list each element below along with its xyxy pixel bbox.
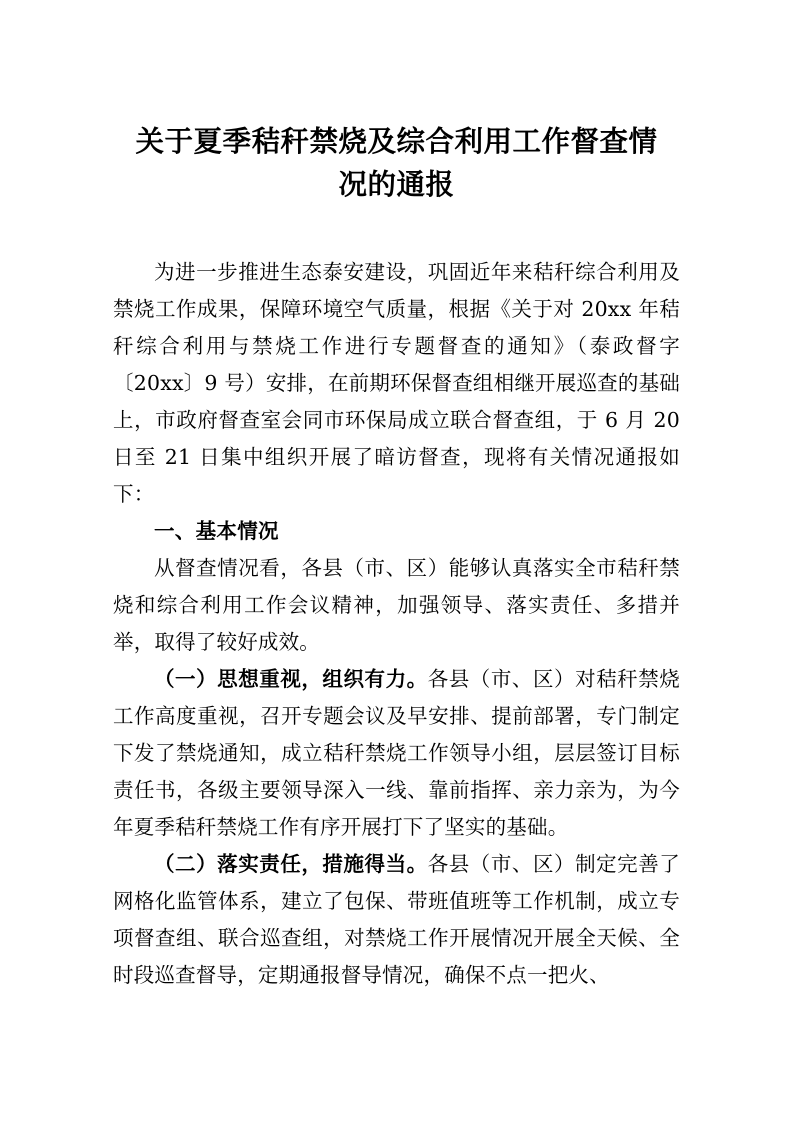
page-footer — [113, 1048, 680, 1076]
paragraph-lead-in: （一）思想重视，组织有力。 — [154, 667, 428, 691]
paragraph-body: 各县（市、区）对秸秆禁烧工作高度重视，召开专题会议及早安排、提前部署，专门制定下发了禁烧通知，成立秸秆禁烧工作领导小组，层层签订目标责任书，各级主要领导深入一线、靠前指挥、亲力亲为，为今年夏季秸秆禁烧工作有序开展打下了坚实的基础。 — [113, 667, 680, 839]
paragraph-item-2 — [113, 846, 680, 994]
paragraph-body: 各县（市、区）制定完善了网格化监管体系，建立了包保、带班值班等工作机制，成立专项督查组、联合巡查组，对禁烧工作开展情况开展全天候、全时段巡查督导，定期通报督导情况，确保不点一把火、 — [113, 852, 680, 987]
section-heading-1: 一、基本情况 — [154, 519, 279, 543]
page-title: 关于夏季秸秆禁烧及综合利用工作督查情况的通报 — [135, 125, 658, 201]
document-body — [113, 120, 680, 994]
paragraph-overview: 从督查情况看，各县（市、区）能够认真落实全市秸秆禁烧和综合利用工作会议精神，加强领导、落实责任、多措并举，取得了较好成效。 — [113, 556, 680, 654]
page-header — [113, 46, 680, 74]
paragraph-item-1 — [113, 661, 680, 846]
paragraph-lead-in: （二）落实责任，措施得当。 — [154, 852, 428, 876]
paragraph-list — [113, 254, 680, 994]
title-spacer — [113, 206, 680, 254]
paragraph-intro: 为进一步推进生态泰安建设，巩固近年来秸秆综合利用及禁烧工作成果，保障环境空气质量，根据《关于对 20xx 年秸秆综合利用与禁烧工作进行专题督查的通知》（泰政督字〔20xx〕9 号）安排，在前期环保督查组相继开展巡查的基础上，市政府督查室会同市环保局成立联合督查组，于 6 月 20 日至 21 日集中组织开展了暗访督查，现将有关情况通报如下： — [113, 260, 680, 506]
